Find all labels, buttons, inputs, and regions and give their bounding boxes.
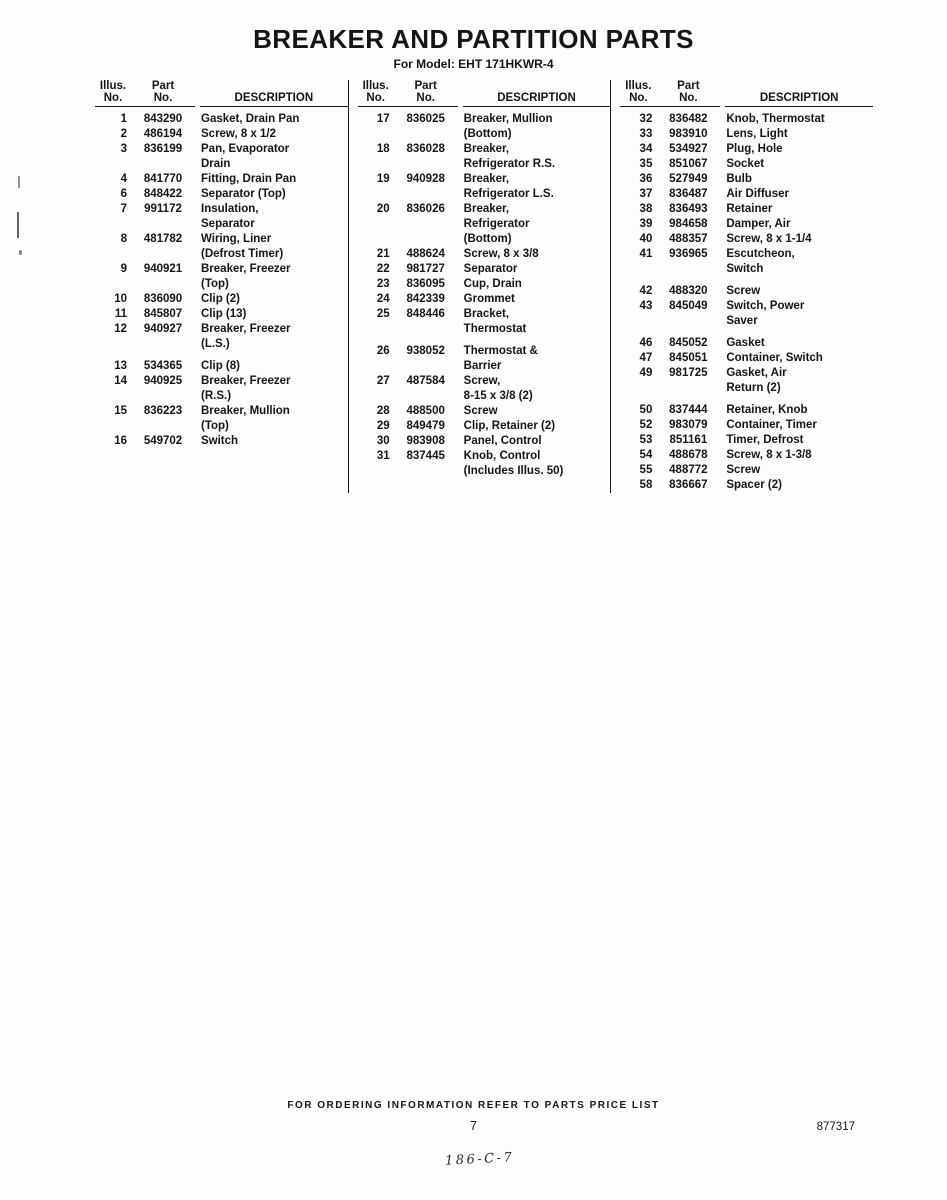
part-no-cell: 488678 [669,449,708,461]
illus-no-cell: 1 [120,113,127,125]
column-header [620,80,873,107]
illus-no-cell: 19 [376,173,390,185]
table-row [620,157,873,172]
description-cell: Container, Timer [726,419,817,431]
description-cell: Screw, 8 x 1/2 [201,128,277,140]
illus-no-cell: 37 [639,188,653,200]
part-no-cell: 836223 [143,405,183,417]
illus-no-cell: 58 [639,479,653,491]
scan-artifact [19,250,22,255]
part-no-cell: 981727 [406,263,445,275]
illus-no-cell: 29 [376,420,390,432]
part-no-cell: 836090 [143,293,183,305]
illus-no-cell: 42 [639,285,653,297]
illus-no-cell: 31 [376,450,390,462]
description-cell: Retainer, Knob [726,404,808,416]
header-description: DESCRIPTION [200,92,348,107]
table-row [358,374,611,404]
part-no-cell: 837444 [669,404,708,416]
part-no-cell: 849479 [406,420,445,432]
part-no-cell: 836026 [406,203,445,215]
illus-no-cell: 7 [120,203,127,215]
illus-no-cell: 25 [376,308,390,320]
parts-rows [358,112,611,479]
part-no-cell: 534365 [143,360,183,372]
table-row [620,217,873,232]
table-row [95,172,348,187]
illus-no-cell: 54 [639,449,653,461]
illus-no-cell: 35 [639,158,653,170]
description-cell: Escutcheon, Switch [726,248,795,275]
description-cell: Breaker, Freezer (L.S.) [201,323,291,350]
header-no-label: No. [679,92,698,104]
part-no-cell: 534927 [669,143,708,155]
table-row [95,262,348,292]
header-illus-part [95,80,195,107]
table-row [620,463,873,478]
scan-artifact [17,212,19,238]
header-no-label: No. [366,92,385,104]
header-illus-label: Illus. [99,80,127,92]
illus-no-cell: 30 [376,435,390,447]
description-cell: Gasket [726,337,765,349]
table-row [95,187,348,202]
illus-no-cell: 16 [114,435,127,447]
illus-no-cell: 33 [639,128,653,140]
header-part-label: Part [151,80,175,92]
part-no-cell: 940921 [143,263,183,275]
description-cell: Insulation, Separator [201,203,259,230]
description-cell: Thermostat & Barrier [463,345,538,372]
scan-artifact [18,176,20,188]
table-row [358,419,611,434]
illus-no-cell: 2 [120,128,127,140]
table-row [620,478,873,493]
table-row [358,247,611,262]
description-cell: Socket [726,158,765,170]
parts-column-3 [610,80,873,493]
description-cell: Clip (13) [201,308,247,320]
illus-no-cell: 20 [376,203,390,215]
header-illus-label: Illus. [625,80,652,92]
description-cell: Grommet [463,293,515,305]
illus-no-cell: 40 [639,233,653,245]
illus-no-cell: 6 [120,188,127,200]
header-illus-no [358,80,394,104]
table-row [620,284,873,299]
table-row [358,404,611,419]
part-no-cell: 851161 [669,434,708,446]
column-header [358,80,611,107]
table-row [95,292,348,307]
part-no-cell: 481782 [143,233,183,245]
description-cell: Screw, 8 x 3/8 [463,248,539,260]
table-row [620,336,873,351]
description-cell: Separator (Top) [201,188,286,200]
part-no-cell: 848422 [143,188,183,200]
illus-no-cell: 52 [639,419,653,431]
part-no-cell: 940927 [143,323,183,335]
illus-no-cell: 38 [639,203,653,215]
illus-no-cell: 50 [639,404,653,416]
table-row [358,277,611,292]
table-row [95,434,348,449]
description-cell: Knob, Control (Includes Illus. 50) [463,450,564,477]
table-row [95,232,348,262]
part-no-cell: 836487 [669,188,708,200]
description-cell: Breaker, Refrigerator (Bottom) [463,203,530,245]
header-description: DESCRIPTION [463,92,611,107]
part-no-cell: 488772 [669,464,708,476]
header-no-label: No. [103,92,123,104]
description-cell: Breaker, Refrigerator L.S. [463,173,554,200]
header-part-no [394,80,458,104]
table-row [620,418,873,433]
description-cell: Screw [463,405,498,417]
part-no-cell: 851067 [669,158,708,170]
header-part-label: Part [414,80,437,92]
table-row [358,172,611,202]
table-row [358,142,611,172]
illus-no-cell: 39 [639,218,653,230]
part-no-cell: 836482 [669,113,708,125]
description-cell: Breaker, Refrigerator R.S. [463,143,556,170]
description-cell: Clip (8) [201,360,240,372]
part-no-cell: 981725 [669,367,708,379]
header-illus-no [95,80,131,104]
illus-no-cell: 47 [639,352,653,364]
description-cell: Screw, 8-15 x 3/8 (2) [463,375,533,402]
page-title: BREAKER AND PARTITION PARTS [253,24,694,54]
description-cell: Screw, 8 x 1-3/8 [726,449,812,461]
part-no-cell: 488624 [406,248,445,260]
table-row [358,344,611,374]
table-row [358,307,611,337]
part-no-cell: 487584 [406,375,445,387]
parts-column-1 [95,80,348,493]
part-no-cell: 845051 [669,352,708,364]
part-no-cell: 845049 [669,300,708,312]
illus-no-cell: 11 [114,308,127,320]
table-row [358,262,611,277]
part-no-cell: 488500 [406,405,445,417]
illus-no-cell: 46 [639,337,653,349]
description-cell: Breaker, Freezer (Top) [201,263,291,290]
part-no-cell: 488320 [669,285,708,297]
table-row [620,142,873,157]
illus-no-cell: 13 [114,360,127,372]
table-row [620,202,873,217]
description-cell: Clip (2) [201,293,240,305]
illus-no-cell: 32 [639,113,653,125]
part-no-cell: 940925 [143,375,183,387]
description-cell: Cup, Drain [463,278,522,290]
description-cell: Wiring, Liner (Defrost Timer) [201,233,284,260]
part-no-cell: 991172 [144,203,182,215]
description-cell: Breaker, Mullion (Top) [201,405,290,432]
illus-no-cell: 21 [376,248,390,260]
description-cell: Plug, Hole [726,143,783,155]
description-cell: Air Diffuser [726,188,789,200]
illus-no-cell: 9 [120,263,127,275]
header-illus-no [620,80,656,104]
description-cell: Retainer [726,203,773,215]
illus-no-cell: 4 [120,173,127,185]
illus-no-cell: 24 [376,293,390,305]
illus-no-cell: 3 [120,143,127,155]
table-row [95,127,348,142]
table-row [620,247,873,277]
part-no-cell: 836095 [406,278,445,290]
header-no-label: No. [153,92,173,104]
part-no-cell: 936965 [669,248,708,260]
illus-no-cell: 55 [639,464,653,476]
description-cell: Screw, 8 x 1-1/4 [726,233,812,245]
illus-no-cell: 36 [639,173,653,185]
illus-no-cell: 23 [376,278,390,290]
description-cell: Screw [726,285,761,297]
part-no-cell: 984658 [669,218,708,230]
description-cell: Clip, Retainer (2) [463,420,556,432]
table-row [358,112,611,142]
table-row [620,232,873,247]
ordering-note: FOR ORDERING INFORMATION REFER TO PARTS PRICE LIST [287,1100,660,1111]
illus-no-cell: 27 [376,375,390,387]
parts-rows [95,112,348,449]
part-no-cell: 841770 [143,173,183,185]
illus-no-cell: 49 [639,367,653,379]
table-row [95,322,348,352]
table-row [620,403,873,418]
illus-no-cell: 14 [114,375,127,387]
column-header [95,80,348,107]
table-row [620,172,873,187]
header-description: DESCRIPTION [725,92,873,107]
illus-no-cell: 41 [639,248,653,260]
table-row [620,448,873,463]
table-row [358,292,611,307]
table-row [95,307,348,322]
table-row [620,433,873,448]
illus-no-cell: 22 [376,263,390,275]
description-cell: Container, Switch [726,352,823,364]
description-cell: Fitting, Drain Pan [201,173,297,185]
table-row [620,187,873,202]
header-no-label: No. [629,92,648,104]
header-illus-part [358,80,458,107]
description-cell: Damper, Air [726,218,791,230]
illus-no-cell: 53 [639,434,653,446]
part-no-cell: 938052 [406,345,445,357]
illus-no-cell: 43 [639,300,653,312]
illus-no-cell: 12 [114,323,127,335]
table-row [620,299,873,329]
description-cell: Panel, Control [463,435,542,447]
table-row [620,366,873,396]
illus-no-cell: 10 [114,293,127,305]
description-cell: Spacer (2) [726,479,782,491]
part-no-cell: 940928 [406,173,445,185]
illus-no-cell: 15 [114,405,127,417]
description-cell: Bracket, Thermostat [463,308,527,335]
illus-no-cell: 8 [120,233,127,245]
description-cell: Separator [463,263,518,275]
table-row [620,351,873,366]
illus-no-cell: 34 [639,143,653,155]
part-no-cell: 845052 [669,337,708,349]
header-part-label: Part [677,80,700,92]
part-no-cell: 983079 [669,419,708,431]
page-number: 7 [470,1119,477,1133]
description-cell: Gasket, Drain Pan [201,113,300,125]
part-no-cell: 488357 [669,233,708,245]
document-number: 877317 [816,1121,855,1133]
part-no-cell: 836199 [143,143,183,155]
description-cell: Gasket, Air Return (2) [726,367,787,394]
description-cell: Switch [201,435,239,447]
description-cell: Breaker, Mullion (Bottom) [463,113,553,140]
illus-no-cell: 18 [376,143,390,155]
part-no-cell: 836493 [669,203,708,215]
table-row [95,112,348,127]
part-no-cell: 845807 [143,308,183,320]
header-part-no [656,80,720,104]
illus-no-cell: 26 [376,345,390,357]
table-row [95,359,348,374]
parts-table [95,80,873,493]
header-illus-part [620,80,720,107]
table-row [95,374,348,404]
description-cell: Switch, Power Saver [726,300,805,327]
parts-column-2 [348,80,611,493]
description-cell: Breaker, Freezer (R.S.) [201,375,291,402]
part-no-cell: 549702 [143,435,183,447]
table-row [358,434,611,449]
part-no-cell: 843290 [143,113,183,125]
header-no-label: No. [416,92,435,104]
header-illus-label: Illus. [362,80,389,92]
description-cell: Timer, Defrost [726,434,804,446]
part-no-cell: 842339 [406,293,445,305]
table-row [95,142,348,172]
handwritten-code: 186-C-7 [444,1150,515,1169]
part-no-cell: 836667 [669,479,708,491]
table-row [620,127,873,142]
part-no-cell: 836028 [406,143,445,155]
table-row [358,449,611,479]
table-row [95,404,348,434]
description-cell: Pan, Evaporator Drain [201,143,290,170]
part-no-cell: 848446 [406,308,445,320]
description-cell: Lens, Light [726,128,788,140]
part-no-cell: 527949 [669,173,708,185]
header-part-no [131,80,195,104]
illus-no-cell: 28 [376,405,390,417]
description-cell: Screw [726,464,761,476]
part-no-cell: 486194 [143,128,183,140]
description-cell: Knob, Thermostat [726,113,825,125]
table-row [95,202,348,232]
part-no-cell: 983908 [406,435,445,447]
part-no-cell: 837445 [406,450,445,462]
parts-rows [620,112,873,493]
part-no-cell: 836025 [406,113,445,125]
model-subtitle: For Model: EHT 171HKWR-4 [393,57,554,71]
table-row [620,112,873,127]
table-row [358,202,611,247]
part-no-cell: 983910 [669,128,708,140]
description-cell: Bulb [726,173,752,185]
illus-no-cell: 17 [376,113,390,125]
